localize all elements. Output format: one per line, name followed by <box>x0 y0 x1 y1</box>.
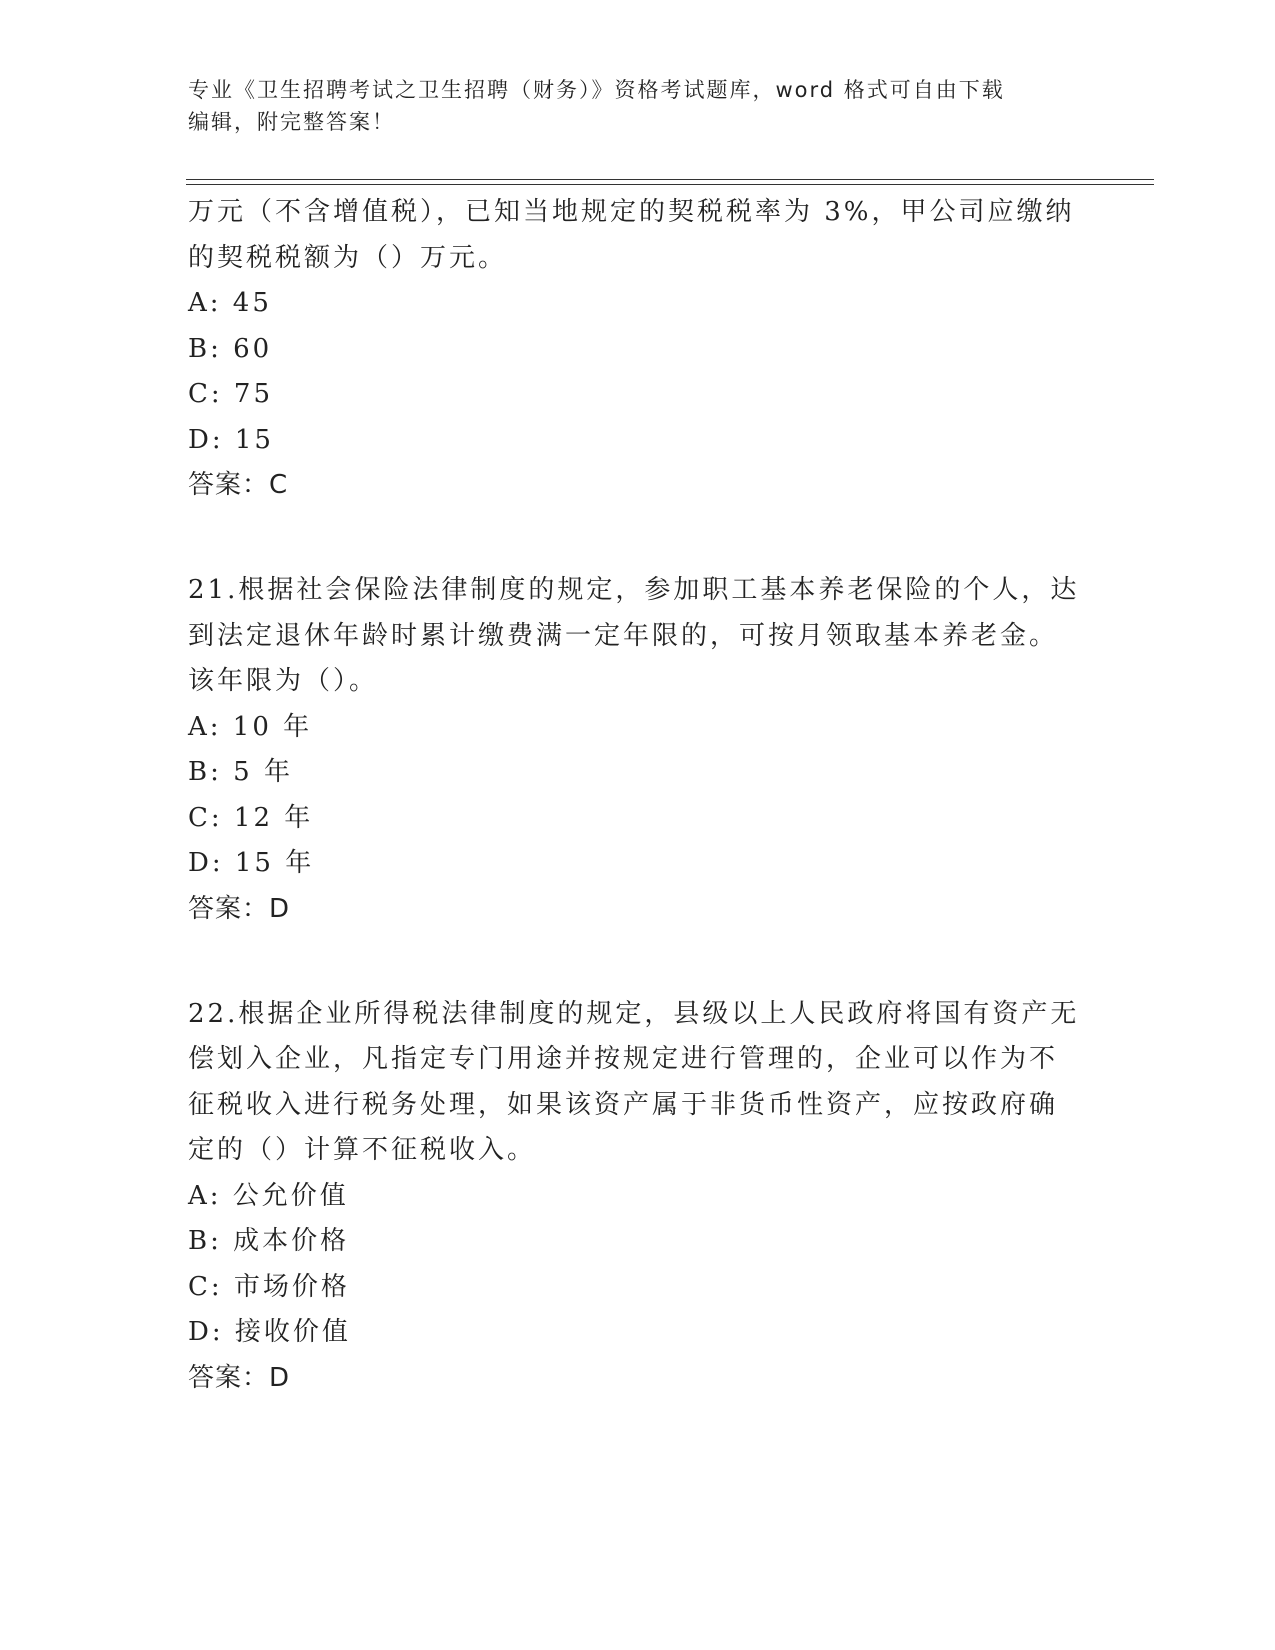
question-line: 到法定退休年龄时累计缴费满一定年限的，可按月领取基本养老金。 <box>188 620 1059 651</box>
header-divider-top <box>186 179 1154 180</box>
option-c: C: 75 <box>188 379 274 409</box>
document-header <box>188 74 1068 138</box>
question-text <box>188 568 1088 705</box>
question-line: 定的（）计算不征税收入。 <box>188 1135 537 1165</box>
question-spacer <box>188 508 1088 568</box>
question-line: 万元（不含增值税），已知当地规定的契税税率为 3%，甲公司应缴纳 <box>188 197 1075 227</box>
option-d: D: 15 <box>188 424 274 455</box>
question-text <box>188 992 1088 1174</box>
option-c: C: 12 年 <box>188 802 314 833</box>
question-line: 该年限为（）。 <box>188 666 379 696</box>
option-b: B: 成本价格 <box>188 1226 350 1256</box>
question-content <box>188 190 1088 1401</box>
option-a: A: 45 <box>188 288 272 318</box>
question-text <box>188 190 1088 281</box>
question-line: 征税收入进行税务处理，如果该资产属于非货币性资产，应按政府确 <box>188 1089 1059 1120</box>
header-divider-bottom <box>186 184 1154 185</box>
option-d: D: 接收价值 <box>188 1317 351 1347</box>
answer-line: 答案：C <box>188 470 289 500</box>
question-line: 偿划入企业，凡指定专门用途并按规定进行管理的，企业可以作为不 <box>188 1044 1059 1074</box>
option-d: D: 15 年 <box>188 848 315 878</box>
question-21 <box>188 568 1088 932</box>
option-b: B: 60 <box>188 333 273 364</box>
answer-line: 答案：D <box>188 1362 291 1393</box>
option-a: A: 10 年 <box>188 711 313 742</box>
header-line-2: 编辑，附完整答案！ <box>188 110 395 134</box>
option-b: B: 5 年 <box>188 757 293 787</box>
question-spacer <box>188 932 1088 992</box>
question-22 <box>188 992 1088 1401</box>
answer-line: 答案：D <box>188 893 291 924</box>
question-line: 的契税税额为（）万元。 <box>188 242 508 273</box>
header-line-1: 专业《卫生招聘考试之卫生招聘（财务）》资格考试题库，word 格式可自由下载 <box>188 78 1005 102</box>
option-a: A: 公允价值 <box>188 1180 349 1211</box>
question-partial <box>188 190 1088 508</box>
question-line: 22.根据企业所得税法律制度的规定，县级以上人民政府将国有资产无 <box>188 998 1080 1029</box>
option-c: C: 市场价格 <box>188 1271 350 1302</box>
question-line: 21.根据社会保险法律制度的规定，参加职工基本养老保险的个人，达 <box>188 575 1080 605</box>
